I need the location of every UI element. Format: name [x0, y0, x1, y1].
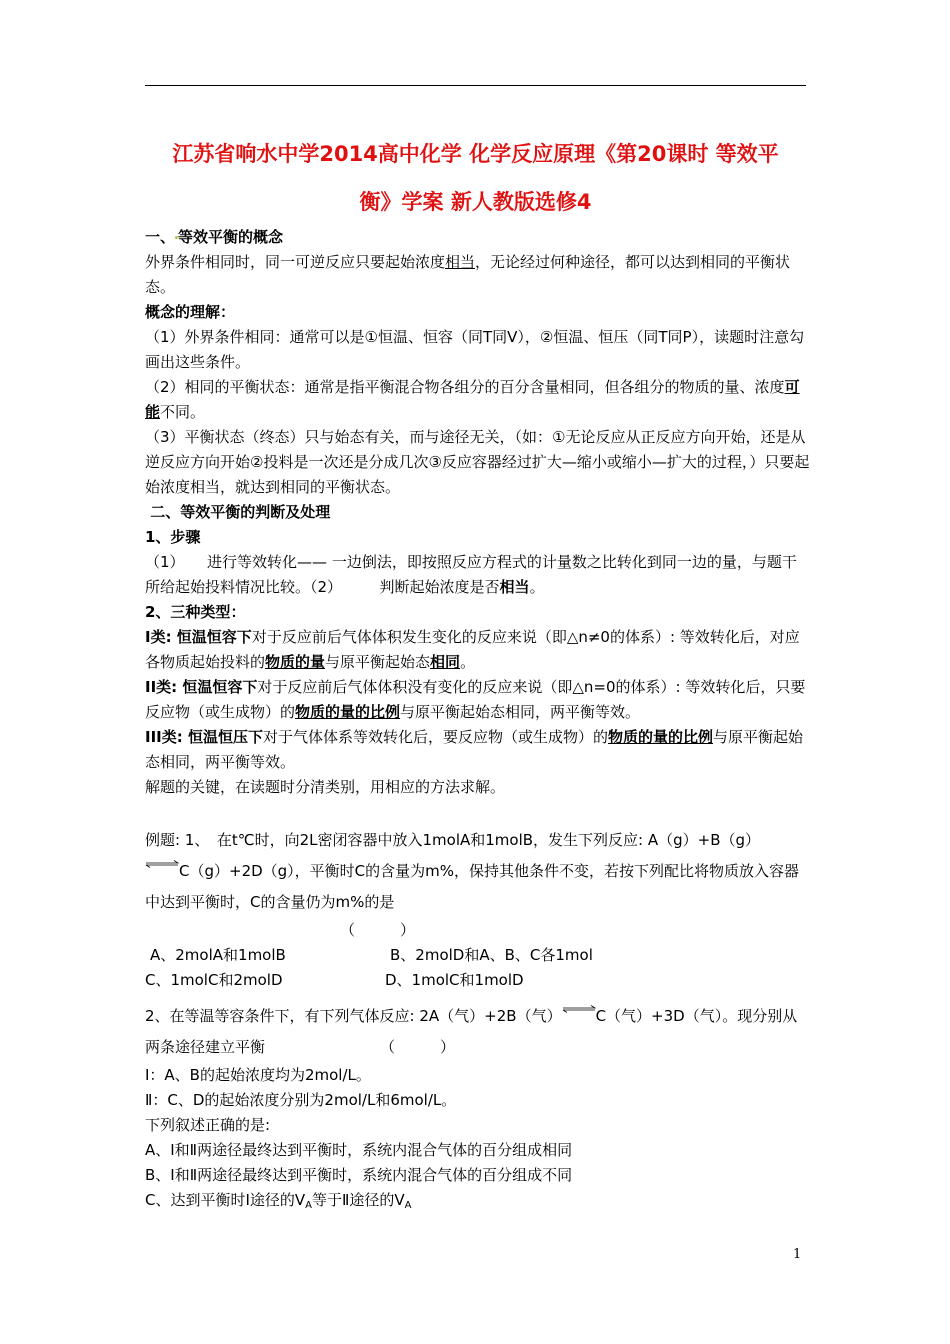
page-number: 1 [793, 1247, 802, 1262]
example-2: 2、在等温等容条件下，有下列气体反应: 2A（气）+2B（气） C（气）+3D（气）。现分别从两条途径建立平衡 （ ） [145, 1001, 810, 1063]
example-2-route-1: Ⅰ：A、B的起始浓度均为2mol/L。 [145, 1066, 371, 1084]
doc-title-line2: 衡》学案 新人教版选修4 [359, 190, 592, 214]
type-2: II类: 恒温恒容下对于反应前后气体体积没有变化的反应来说（即△n=0的体系）: 等效转化后，只要反应物（或生成物）的物质的量的比例与原平衡起始态相同，两平衡等效。 [145, 678, 806, 721]
concept-item-3: （3）平衡状态（终态）只与始态有关，而与途径无关，（如：①无论反应从正反应方向开始，还是从逆反应方向开始②投料是一次还是分成几次③反应容器经过扩大—缩小或缩小—扩大的过程，）只要起始浓度相当，就达到相同的平衡状态。 [145, 428, 810, 496]
concept-item-1: （1）外界条件相同：通常可以是①恒温、恒容（同T同V），②恒温、恒压（同T同P），读题时注意勾画出这些条件。 [145, 328, 805, 371]
equilibrium-arrow-icon [562, 1005, 596, 1013]
doc-title-line1: 江苏省响水中学2014高中化学 化学反应原理《第20课时 等效平 [172, 142, 779, 166]
header-rule [145, 85, 806, 86]
concept-item-2: （2）相同的平衡状态：通常是指平衡混合物各组分的百分含量相同，但各组分的物质的量、浓度可能不同。 [145, 378, 800, 421]
section1-definition: 外界条件相同时，同一可逆反应只要起始浓度相当，无论经过何种途径，都可以达到相同的平衡状态。 [145, 253, 791, 296]
example-1-options-row1: A、2molA和1molB B、2molD和A、B、C各1mol [150, 946, 593, 964]
key-note: 解题的关键，在读题时分清类别，用相应的方法求解。 [145, 778, 506, 796]
example-2-option-b: B、Ⅰ和Ⅱ两途径最终达到平衡时，系统内混合气体的百分组成不同 [145, 1166, 573, 1184]
example-2-question: 下列叙述正确的是: [145, 1116, 271, 1134]
example-2-option-a: A、Ⅰ和Ⅱ两途径最终达到平衡时，系统内混合气体的百分组成相同 [145, 1141, 573, 1159]
section1-heading: 一、 等效平衡的概念 [145, 228, 284, 246]
type-1: I类: 恒温恒容下对于反应前后气体体积发生变化的反应来说（即△n≠0的体系）: 等效转化后，对应各物质起始投料的物质的量与原平衡起始态相同。 [145, 628, 800, 671]
section2-heading: 二、等效平衡的判断及处理 [145, 503, 331, 521]
steps-heading: 1、步骤 [145, 528, 201, 546]
example-1-options-row2: C、1molC和2molD D、1molC和1molD [145, 971, 524, 989]
steps-text: （1） 进行等效转化—— 一边倒法，即按照反应方程式的计量数之比转化到同一边的量，与题干所给起始投料情况比较。（2） 判断起始浓度是否相当。 [145, 553, 797, 596]
example-1: 例题: 1、 在t℃时，向2L密闭容器中放入1molA和1molB，发生下列反应: A（g）+B（g） C（g）+2D（g），平衡时C的含量为m%，保持其他条件不变，若按下列配比将物质放入容器中达到平衡时，C的含量仍为m%的是 [145, 831, 800, 911]
doc-body [145, 225, 810, 1218]
example-2-route-2: Ⅱ：C、D的起始浓度分别为2mol/L和6mol/L。 [145, 1091, 457, 1109]
example-1-answer-paren: （ ） [340, 921, 416, 939]
types-heading: 2、三种类型： [145, 603, 246, 621]
example-2-option-c: C、达到平衡时Ⅰ途径的$V_A$等于Ⅱ途径的$V_A$ [145, 1191, 412, 1211]
concept-heading: 概念的理解： [145, 303, 236, 321]
type-3: III类: 恒温恒压下对于气体体系等效转化后，要反应物（或生成物）的物质的量的比例与原平衡起始态相同，两平衡等效。 [145, 728, 804, 771]
equilibrium-arrow-icon [145, 860, 179, 868]
